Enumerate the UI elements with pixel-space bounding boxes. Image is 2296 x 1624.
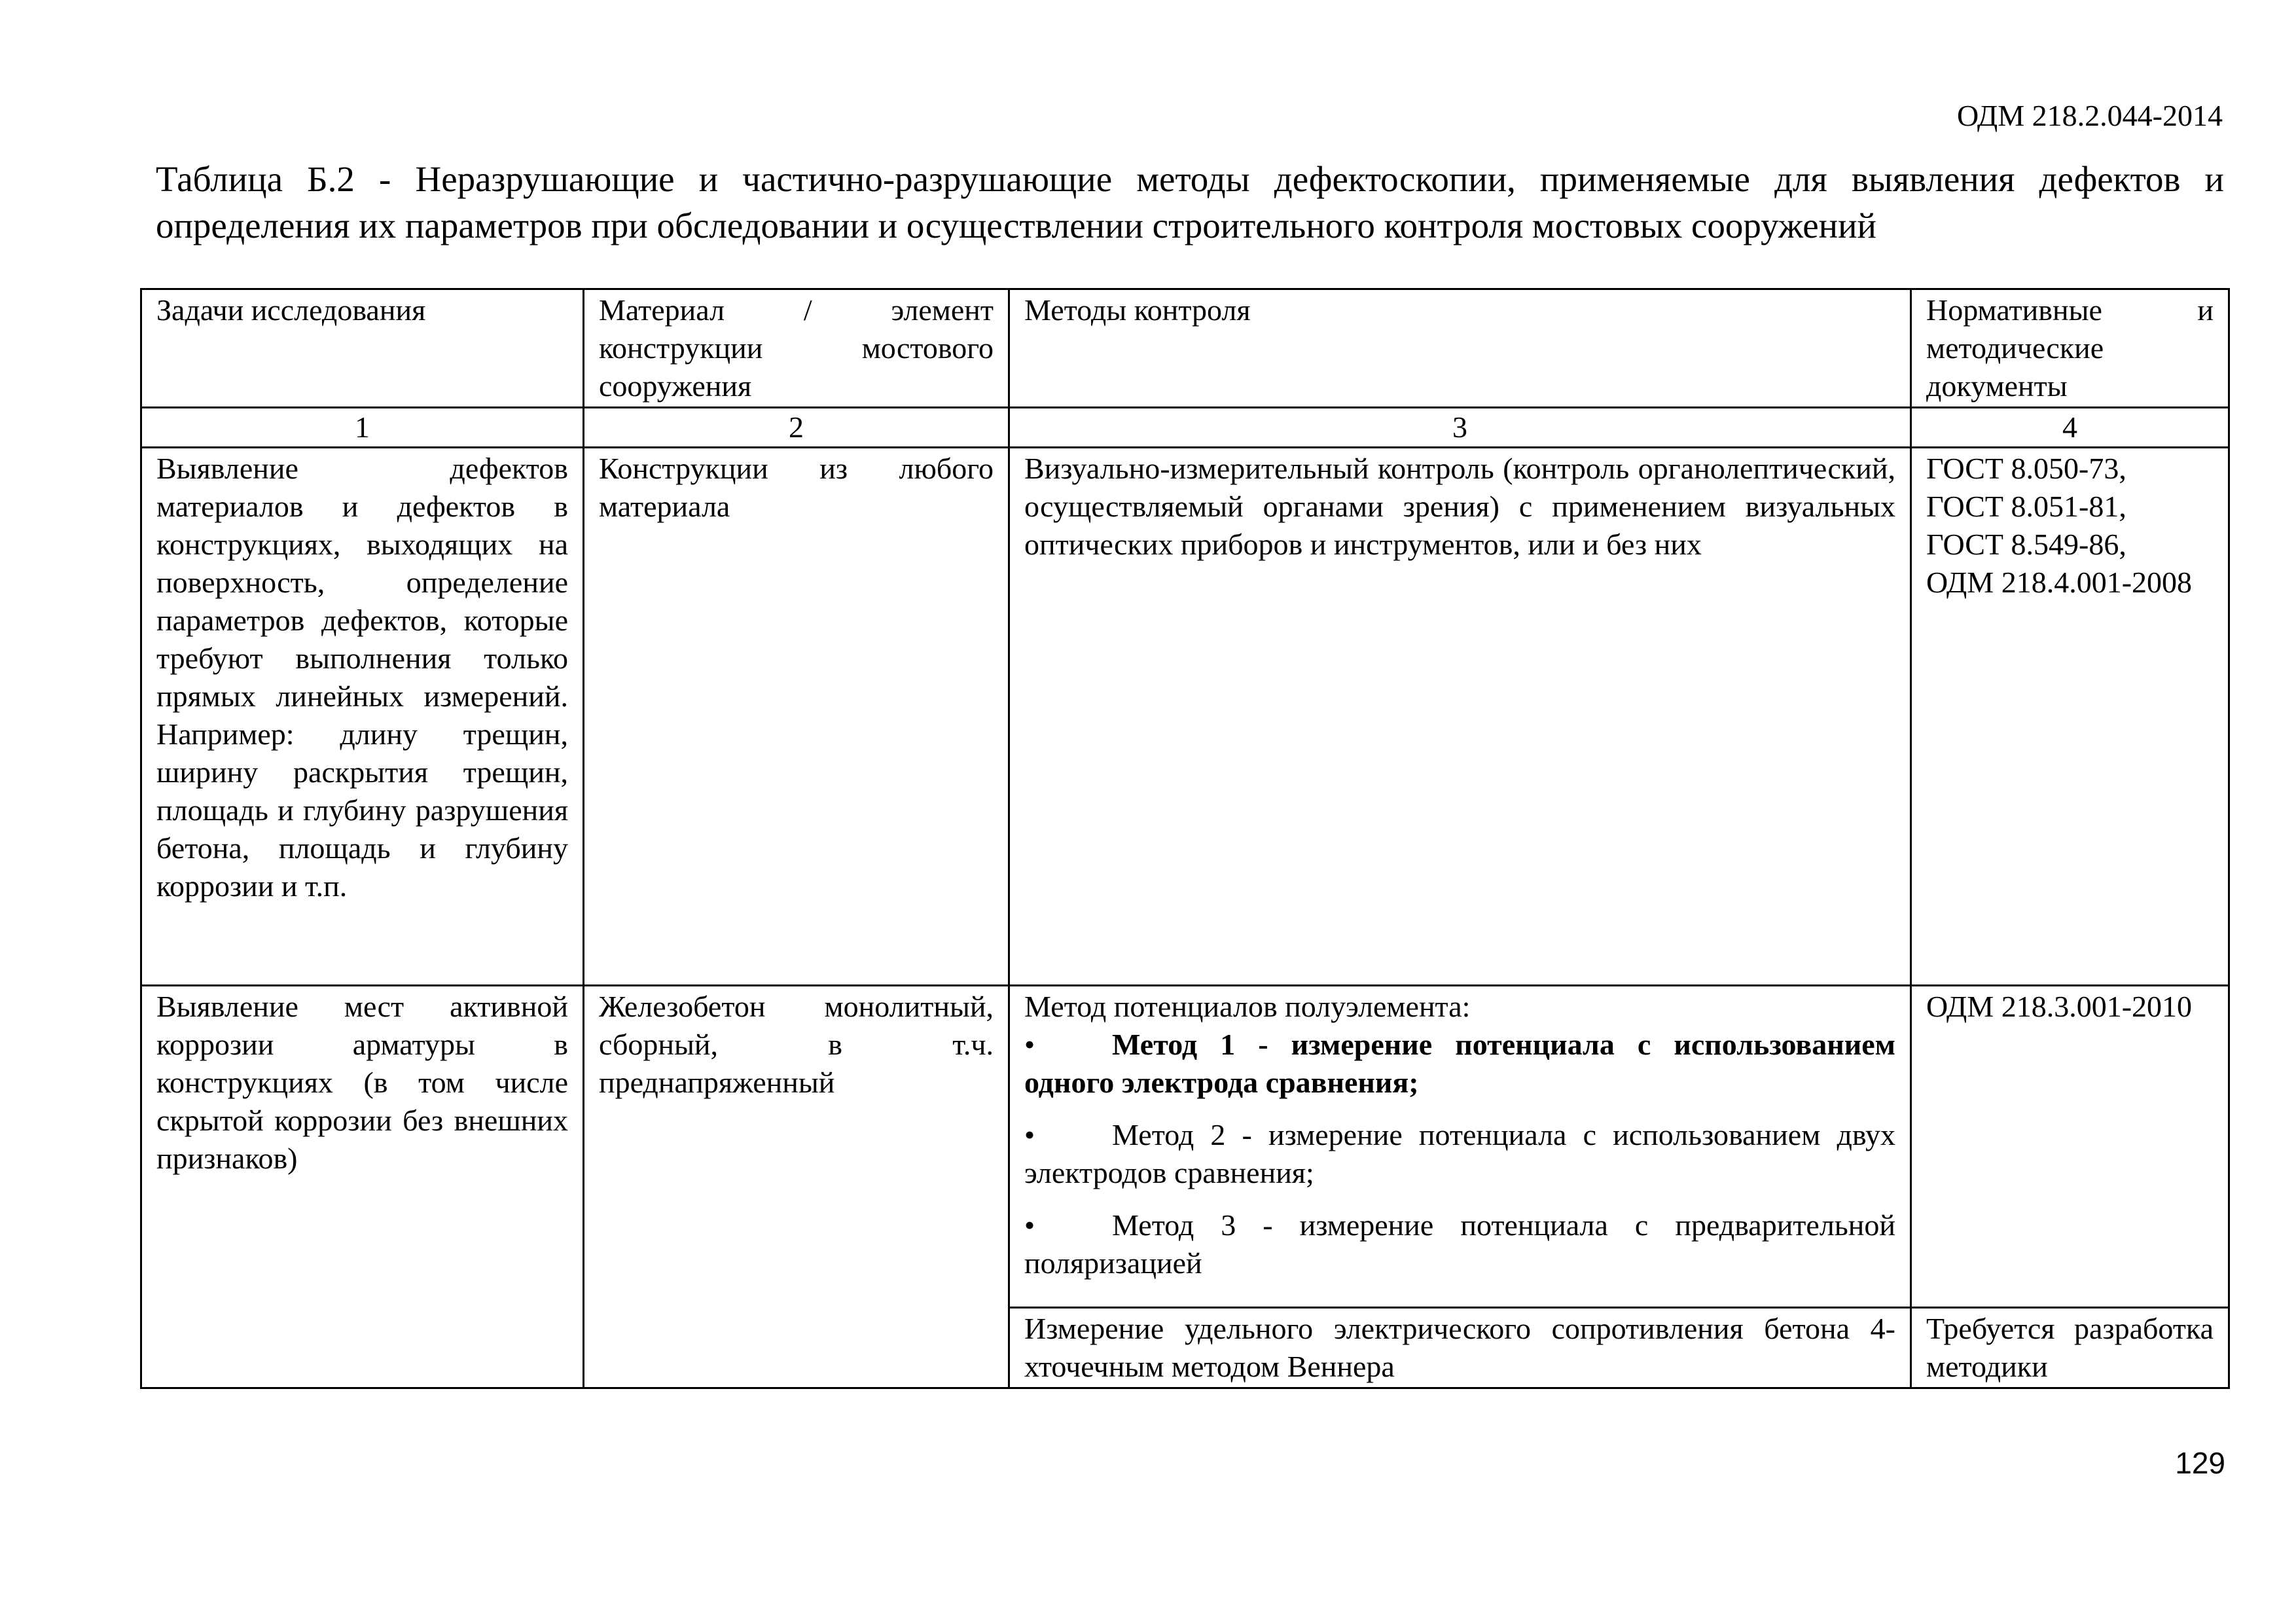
table-caption: Таблица Б.2 - Неразрушающие и частично-разрушающие методы дефектоскопии, применяемые для выявления дефектов и определения их параметров при обследовании и осуществлении строительного контроля мостовых сооружений xyxy=(156,159,2224,245)
document-ref: ГОСТ 8.051-81, xyxy=(1926,490,2126,523)
bullet-marker: • xyxy=(1024,1208,1035,1242)
cell-task: Выявление мест активной коррозии арматуры в конструкциях (в том числе скрытой коррозии без внешних признаков) xyxy=(141,986,584,1388)
page-number: 129 xyxy=(2175,1446,2225,1480)
method-bullet xyxy=(1024,1206,1895,1282)
table-header-row xyxy=(141,289,2229,408)
cell-documents xyxy=(1911,986,2229,1308)
document-code: ОДМ 218.2.044-2014 xyxy=(1956,99,2223,132)
cell-material: Конструкции из любого материала xyxy=(584,448,1009,986)
method-3-text: Метод 3 - измерение потенциала с предварительной поляризацией xyxy=(1024,1208,1895,1280)
method-2-text: Метод 2 - измерение потенциала с использованием двух электродов сравнения; xyxy=(1024,1118,1895,1189)
cell-documents xyxy=(1911,448,2229,986)
column-number: 2 xyxy=(584,408,1009,448)
table-row xyxy=(141,986,2229,1308)
cell-material: Железобетон монолитный, сборный, в т.ч. преднапряженный xyxy=(584,986,1009,1388)
header-methods: Методы контроля xyxy=(1009,289,1911,408)
table-row xyxy=(141,448,2229,986)
method-intro: Метод потенциалов полуэлемента: xyxy=(1024,990,1471,1023)
header-material: Материал / элемент конструкции мостового сооружения xyxy=(584,289,1009,408)
bullet-marker: • xyxy=(1024,1118,1035,1151)
method-bullet xyxy=(1024,1026,1895,1102)
cell-task: Выявление дефектов материалов и дефектов в конструкциях, выходящих на поверхность, определение параметров дефектов, которые требуют выполнения только прямых линейных измерений. Например: длину трещин, ширину раскрытия трещин, площадь и глубину разрушения бетона, площадь и глубину коррозии и т.п. xyxy=(141,448,584,986)
header-documents: Нормативные и методические документы xyxy=(1911,289,2229,408)
document-ref: ГОСТ 8.050-73, xyxy=(1926,452,2126,485)
document-ref: ГОСТ 8.549-86, xyxy=(1926,528,2126,561)
method-bullet xyxy=(1024,1116,1895,1192)
column-number: 1 xyxy=(141,408,584,448)
document-ref: ОДМ 218.3.001-2010 xyxy=(1926,990,2193,1023)
cell-method: Визуально-измерительный контроль (контроль органолептический, осуществляемый органами зрения) с применением визуальных оптических приборов и инструментов, или и без них xyxy=(1009,448,1911,986)
method-1-text: Метод 1 - измерение потенциала с использованием одного электрода сравнения; xyxy=(1024,1028,1895,1099)
bullet-marker: • xyxy=(1024,1028,1035,1061)
cell-method xyxy=(1009,986,1911,1308)
column-number: 4 xyxy=(1911,408,2229,448)
cell-documents: Требуется разработка методики xyxy=(1911,1308,2229,1388)
document-ref: ОДМ 218.4.001-2008 xyxy=(1926,566,2193,599)
cell-method: Измерение удельного электрического сопротивления бетона 4-хточечным методом Веннера xyxy=(1009,1308,1911,1388)
header-tasks: Задачи исследования xyxy=(141,289,584,408)
column-number: 3 xyxy=(1009,408,1911,448)
defectoscopy-table xyxy=(140,288,2230,1389)
column-number-row xyxy=(141,408,2229,448)
